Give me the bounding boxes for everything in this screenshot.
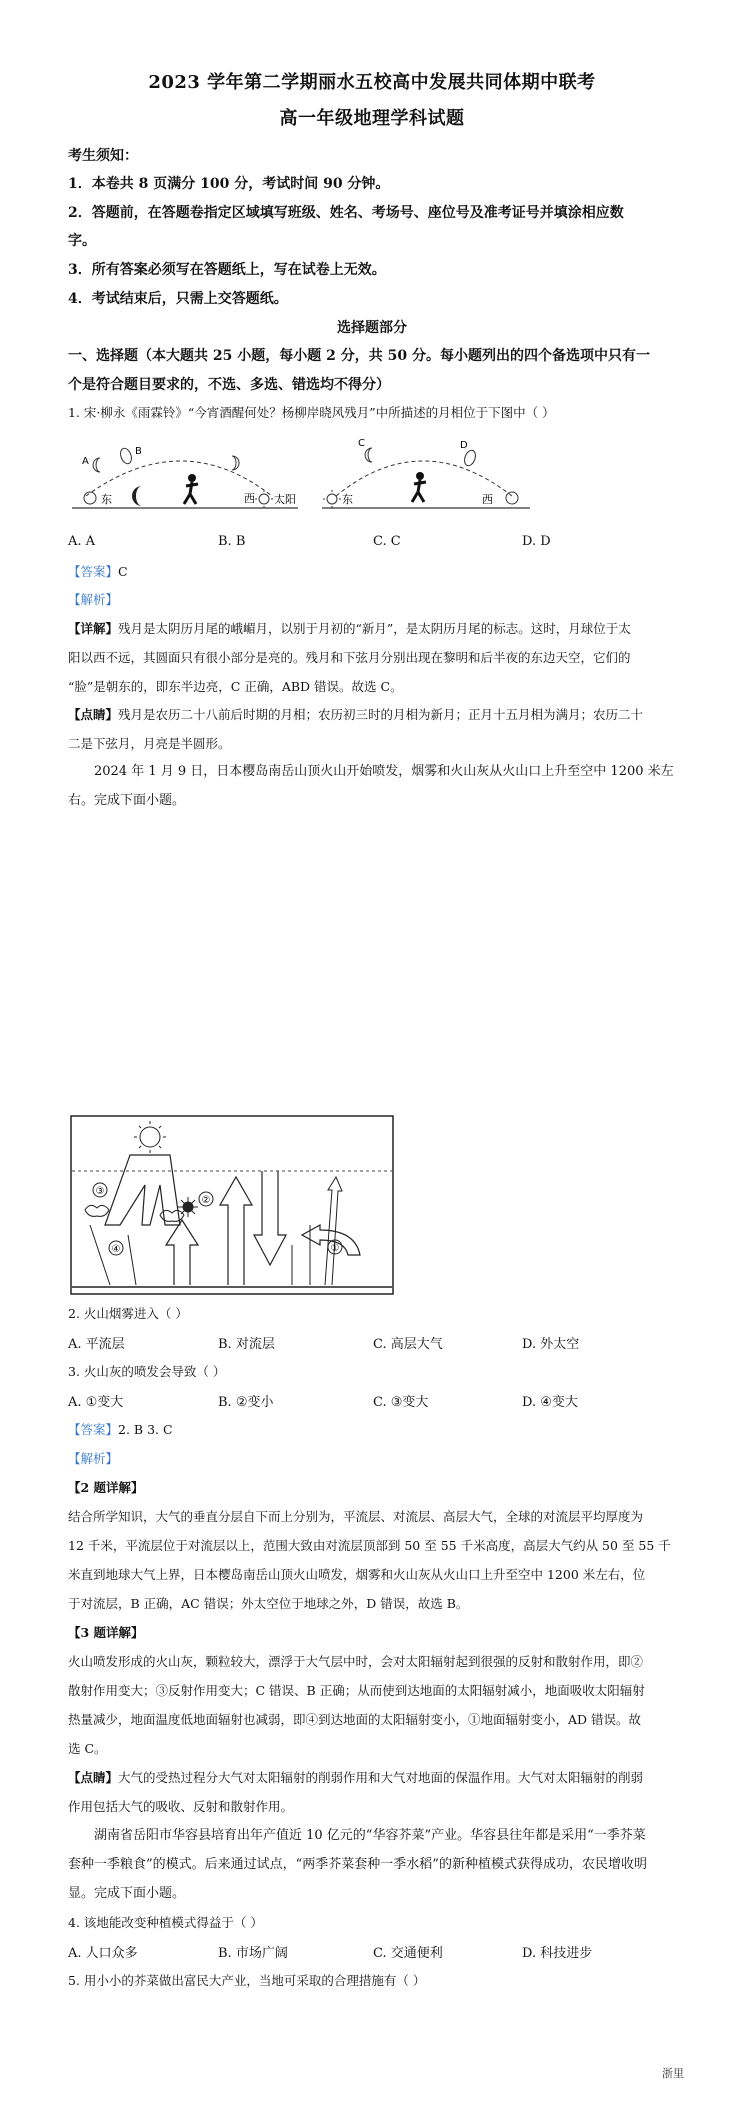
question-4-stem: 4. 该地能改变种植模式得益于（ ） — [68, 1915, 263, 1930]
q3-option-c[interactable]: C. ③变大 — [373, 1395, 429, 1410]
q1-detail-line — [68, 619, 678, 639]
sun-rays — [255, 490, 273, 508]
q2-detail-line: 结合所学知识，大气的垂直分层自下而上分别为，平流层、对流层、高层大气，全球的对流层平均厚度为 — [68, 1509, 644, 1524]
q3-detail-line: 火山喷发形成的火山灰，颗粒较大，漂浮于大气层中时，会对太阳辐射起到很强的反射和散射作用，即② — [68, 1654, 644, 1669]
moon-phase-figure-left — [72, 436, 300, 516]
moon-arc — [86, 461, 272, 496]
q3-option-d[interactable]: D. ④变大 — [522, 1395, 578, 1410]
person-icon — [184, 474, 198, 504]
moon-circle — [84, 492, 96, 504]
atmosphere-heating-figure — [70, 1115, 394, 1295]
q2-3-point-line — [68, 1768, 678, 1788]
moon-circle — [506, 492, 518, 504]
q2-detail-line: 12 千米，平流层位于对流层以上，范围大致由对流层顶部到 50 至 55 千米高度，高层大气约从 50 至 55 千 — [68, 1538, 671, 1553]
q4-option-c[interactable]: C. 交通便利 — [373, 1946, 443, 1961]
figure-frame — [71, 1116, 393, 1294]
analysis-label: 【解析】 — [68, 1451, 119, 1466]
detail-label: 【详解】 — [68, 621, 119, 636]
west-label: 西 — [244, 492, 255, 505]
q1-option-b[interactable]: B. B — [218, 534, 246, 549]
q1-point-line: 二是下弦月，月亮是半圆形。 — [68, 736, 231, 751]
q3-detail-line: 选 C。 — [68, 1741, 107, 1756]
moon-crescent-icon — [93, 458, 100, 472]
detail-text: 残月是太阴历月尾的峨嵋月，以别于月初的“新月”，是太阴历月尾的标志。这时，月球位于太 — [118, 621, 631, 636]
passage-line: 套种一季粮食”的模式。后来通过试点，“两季芥菜套种一季水稻”的新种植模式获得成功，农民增收明 — [68, 1857, 647, 1872]
label-c: C — [358, 438, 365, 449]
point-label: 【点睛】 — [68, 1770, 119, 1785]
sun-icon — [259, 494, 269, 504]
q2-option-b[interactable]: B. 对流层 — [218, 1337, 275, 1352]
question-1-stem: 1. 宋·柳永《雨霖铃》“今宵酒醒何处？杨柳岸晓风残月”中所描述的月相位于下图中（ ） — [68, 405, 555, 420]
q2-3-answer — [68, 1420, 678, 1440]
label-1: ① — [330, 1243, 340, 1254]
moon-phase-figure-right — [322, 436, 532, 516]
label-3: ③ — [95, 1186, 105, 1197]
point-text: 残月是农历二十八前后时期的月相；农历初三时的月相为新月；正月十五月相为满月；农历二十 — [118, 707, 644, 722]
notice-item: 2．答题前，在答题卷指定区域填写班级、姓名、考场号、座位号及准考证号并填涂相应数 — [68, 205, 624, 221]
notice-item: 4．考试结束后，只需上交答题纸。 — [68, 291, 288, 307]
label-4: ④ — [111, 1244, 121, 1255]
question-5-stem: 5. 用小小的芥菜做出富民大产业，当地可采取的合理措施有（ ） — [68, 1973, 426, 1988]
q4-option-d[interactable]: D. 科技进步 — [522, 1946, 593, 1961]
sun-label: 太阳 — [274, 493, 296, 506]
answer-label: 【答案】 — [68, 564, 119, 579]
q2-detail-line: 于对流层，B 正确，AC 错误；外太空位于地球之外，D 错误，故选 B。 — [68, 1596, 469, 1611]
page-footer: 浙里 — [662, 2067, 684, 2080]
q2-detail-label: 【2 题详解】 — [68, 1480, 144, 1495]
q1-option-c[interactable]: C. C — [373, 534, 401, 549]
moon-arc — [336, 461, 512, 496]
q4-option-a[interactable]: A. 人口众多 — [68, 1946, 138, 1961]
q1-option-a[interactable]: A. A — [68, 534, 96, 549]
q3-detail-line: 散射作用变大；③反射作用变大；C 错误、B 正确；从而使到达地面的太阳辐射减小，地面吸收太阳辐射 — [68, 1683, 645, 1698]
q4-option-b[interactable]: B. 市场广阔 — [218, 1946, 288, 1961]
east-label: 东 — [101, 493, 112, 506]
question-3-stem: 3. 火山灰的喷发会导致（ ） — [68, 1364, 226, 1379]
moon-gibbous-icon — [463, 449, 478, 467]
answer-value: C — [118, 564, 128, 579]
person-icon — [412, 472, 426, 502]
moon-phase-icon — [132, 486, 142, 506]
notice-item: 字。 — [68, 233, 96, 249]
west-label: 西 — [482, 493, 493, 506]
q2-detail-line: 米直到地球大气上界，日本樱岛南岳山顶火山喷发，烟雾和火山灰从火山口上升至空中 1200 米左右，位 — [68, 1567, 646, 1582]
exam-subtitle: 高一年级地理学科试题 — [279, 108, 465, 129]
east-label: 东 — [342, 493, 353, 506]
answer-value: 2. B 3. C — [118, 1422, 173, 1437]
q1-answer — [68, 562, 678, 582]
sun-icon — [327, 494, 337, 504]
moon-gibbous-icon — [119, 447, 134, 465]
label-d: D — [460, 440, 468, 451]
q3-option-a[interactable]: A. ①变大 — [68, 1395, 124, 1410]
point-text: 大气的受热过程分大气对太阳辐射的削弱作用和大气对地面的保温作用。大气对太阳辐射的削弱 — [118, 1770, 644, 1785]
q3-option-b[interactable]: B. ②变小 — [218, 1395, 274, 1410]
q3-detail-line: 热量减少，地面温度低地面辐射也减弱，即④到达地面的太阳辐射变小，①地面辐射变小，AD 错误。故 — [68, 1712, 642, 1727]
label-a: A — [82, 456, 89, 467]
notice-heading: 考生须知： — [68, 148, 138, 164]
q2-option-a[interactable]: A. 平流层 — [68, 1337, 125, 1352]
moon-crescent-icon — [365, 448, 372, 462]
q1-point-line — [68, 705, 678, 725]
q2-option-c[interactable]: C. 高层大气 — [373, 1337, 443, 1352]
q1-option-d[interactable]: D. D — [522, 534, 551, 549]
analysis-label: 【解析】 — [68, 592, 119, 607]
moon-crescent-icon — [232, 456, 239, 470]
notice-item: 1．本卷共 8 页满分 100 分，考试时间 90 分钟。 — [68, 176, 390, 192]
q2-option-d[interactable]: D. 外太空 — [522, 1337, 580, 1352]
q1-detail-line: 阳以西不远，其圆面只有很小部分是亮的。残月和下弦月分别出现在黎明和后半夜的东边天空，它们的 — [68, 650, 631, 665]
section-title: 选择题部分 — [337, 320, 407, 336]
exam-title: 2023 学年第二学期丽水五校高中发展共同体期中联考 — [148, 72, 596, 93]
section-instructions: 一、选择题（本大题共 25 小题，每小题 2 分，共 50 分。每小题列出的四个备选项中只有一 — [68, 348, 650, 364]
label-b: B — [135, 446, 142, 457]
sun-rays — [323, 490, 341, 508]
q2-3-point-line: 作用包括大气的吸收、反射和散射作用。 — [68, 1799, 294, 1814]
section-instructions: 个是符合题目要求的，不选、多选、错选均不得分） — [68, 377, 390, 393]
passage-line: 2024 年 1 月 9 日，日本樱岛南岳山顶火山开始喷发，烟雾和火山灰从火山口上升至空中 1200 米左 — [94, 764, 674, 779]
scatter-burst-icon — [178, 1197, 198, 1217]
answer-label: 【答案】 — [68, 1422, 119, 1437]
notice-item: 3．所有答案必须写在答题纸上，写在试卷上无效。 — [68, 262, 386, 278]
passage-line: 显。完成下面小题。 — [68, 1886, 186, 1901]
point-label: 【点睛】 — [68, 707, 119, 722]
passage-line: 右。完成下面小题。 — [68, 793, 186, 808]
label-2: ② — [201, 1195, 211, 1206]
q3-detail-label: 【3 题详解】 — [68, 1625, 144, 1640]
passage-line: 湖南省岳阳市华容县培育出年产值近 10 亿元的“华容芥菜”产业。华容县往年都是采用“一季芥菜 — [94, 1828, 646, 1843]
question-2-stem: 2. 火山烟雾进入（ ） — [68, 1306, 188, 1321]
q1-detail-line: “脸”是朝东的，即东半边亮，C 正确，ABD 错误。故选 C。 — [68, 679, 403, 694]
